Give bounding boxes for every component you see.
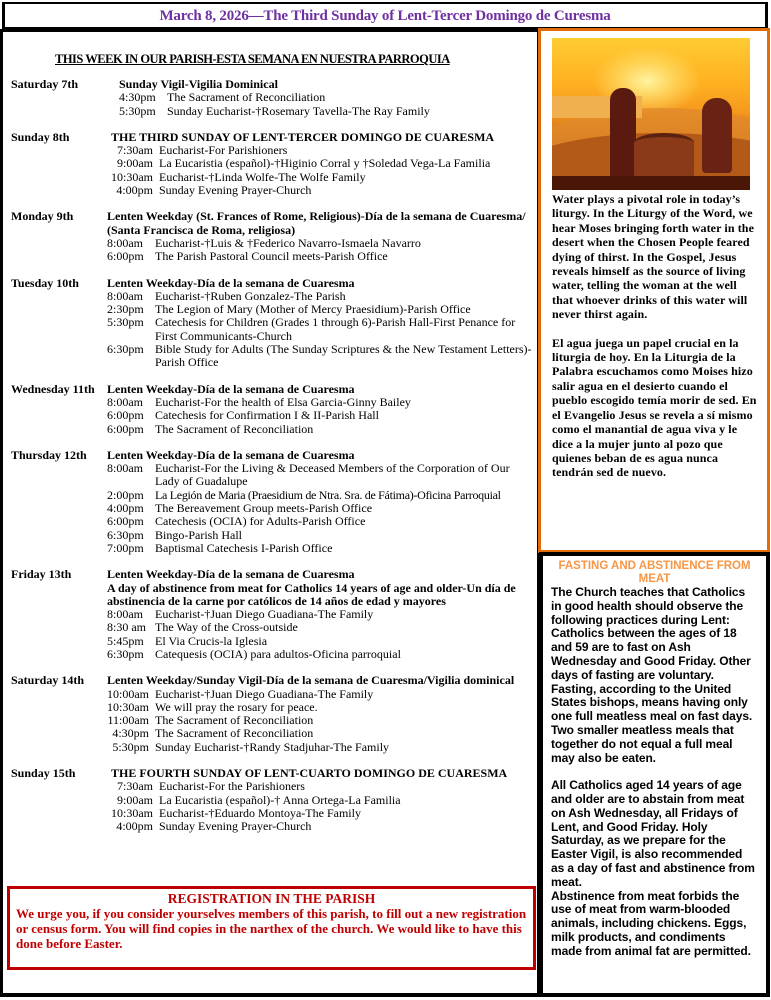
event-row (111, 144, 536, 157)
event-desc: Eucharist-For the Living & Deceased Members of the Corporation of Our Lady of Guadalupe (155, 461, 510, 489)
registration-notice (7, 886, 536, 970)
event-row (99, 741, 536, 754)
event-time: 9:00am (117, 156, 153, 171)
event-row (107, 423, 536, 436)
event-desc: Baptismal Catechesis I-Parish Office (155, 540, 333, 555)
day-entry (11, 449, 536, 555)
ground-shape (552, 176, 750, 190)
event-time: 4:30pm (119, 90, 156, 105)
event-row (107, 343, 536, 370)
event-row (99, 727, 536, 740)
event-desc: Eucharist-For Parishioners (159, 143, 288, 158)
fasting-title: FASTING AND ABSTINENCE FROM MEAT (558, 560, 751, 585)
event-desc: La Eucaristia (español)-† Anna Ortega-La Familia (159, 792, 401, 807)
day-label: Sunday 15th (11, 766, 76, 781)
event-row (119, 91, 536, 104)
day-label: Tuesday 10th (11, 275, 79, 290)
well-shape (634, 133, 694, 178)
event-desc: The Way of the Cross-outside (155, 620, 298, 635)
day-title: THE FOURTH SUNDAY OF LENT-CUARTO DOMINGO DE CUARESMA (111, 766, 508, 781)
event-time: 6:00pm (107, 408, 144, 423)
fasting-abstinence-panel (539, 552, 770, 997)
event-desc: Catequesis (OCIA) para adultos-Oficina parroquial (155, 646, 401, 661)
event-time: 8:30 am (107, 620, 146, 635)
schedule-heading: THIS WEEK IN OUR PARISH-ESTA SEMANA EN NUESTRA PARROQUIA (55, 52, 450, 66)
event-desc: The Bereavement Group meets-Parish Office (155, 501, 373, 516)
registration-body: We urge you, if you consider yourselves members of this parish, to fill out a new registration or census form. You will find copies in the narthex of the church. We would like to have this done before Easter. (16, 906, 527, 951)
event-desc: Eucharist-For the health of Elsa Garcia-Ginny Bailey (155, 394, 411, 409)
day-entry (11, 131, 536, 197)
event-time: 7:30am (117, 143, 153, 158)
day-label: Monday 9th (11, 209, 74, 224)
event-row (107, 462, 536, 489)
event-time: 6:00pm (107, 514, 144, 529)
event-time: 8:00am (107, 235, 143, 250)
event-row (107, 396, 536, 409)
reflection-spanish: El agua juega un papel crucial en la liturgia de hoy. En la Liturgia de la Palabra escuchamos como Moises hizo salir agua en el desierto cuando el pueblo escogido temía morir de sed. En el Evangelio Jesus se revela a sí mismo como el manantial de agua viva y le dice a la mujer junto al pozo que quienes beban de es agua nunca tendrán sed de nuevo. (552, 335, 757, 480)
day-title: Sunday Vigil-Vigilia Dominical (119, 77, 278, 91)
event-time: 8:00am (107, 607, 143, 622)
day-label: Thursday 12th (11, 447, 87, 462)
event-row (99, 701, 536, 714)
event-desc: Eucharist-†Ruben Gonzalez-The Parish (155, 288, 346, 303)
day-title: Lenten Weekday-Día de la semana de Cuaresma (107, 567, 355, 582)
event-row (111, 171, 536, 184)
bulletin-title: March 8, 2026—The Third Sunday of Lent-Tercer Domingo de Curesma (159, 8, 611, 24)
event-time: 6:30pm (107, 342, 144, 357)
event-row (107, 621, 536, 634)
event-desc: Eucharist-For the Parishioners (159, 779, 305, 794)
day-entry (11, 210, 536, 263)
event-desc: The Sacrament of Reconciliation (155, 726, 314, 741)
event-time: 2:00pm (107, 487, 144, 502)
event-time: 10:30am (111, 805, 153, 820)
schedule-list (11, 78, 536, 847)
reflection-text (552, 192, 757, 480)
woman-at-well-illustration (552, 38, 750, 190)
day-entry (11, 568, 536, 661)
event-row (99, 688, 536, 701)
event-desc: The Legion of Mary (Mother of Mercy Praesidium)-Parish Office (155, 302, 471, 317)
event-time: 6:30pm (107, 646, 144, 661)
event-time: 6:00pm (107, 421, 144, 436)
day-label: Friday 13th (11, 567, 72, 582)
event-desc: The Sacrament of Reconciliation (167, 90, 326, 105)
event-row (99, 714, 536, 727)
event-desc: Bingo-Parish Hall (155, 527, 242, 542)
event-desc: Sunday Eucharist-†Randy Stadjuhar-The Family (155, 739, 390, 754)
event-desc: Eucharist-†Linda Wolfe-The Wolfe Family (159, 169, 366, 184)
event-row (107, 502, 536, 515)
event-desc: Sunday Evening Prayer-Church (159, 183, 312, 198)
day-entry (11, 674, 536, 754)
event-desc: Eucharist-†Juan Diego Guadiana-The Family (155, 607, 374, 622)
event-desc: The Parish Pastoral Council meets-Parish Office (155, 249, 388, 264)
event-desc: Catechesis for Children (Grades 1 through 6)-Parish Hall-First Penance for First Communicants-Church (155, 315, 516, 343)
event-desc: Eucharist-†Eduardo Montoya-The Family (159, 805, 361, 820)
event-time: 5:30pm (112, 739, 149, 754)
registration-title: REGISTRATION IN THE PARISH (167, 891, 376, 906)
event-time: 10:30am (111, 169, 153, 184)
fasting-paragraph: All Catholics aged 14 years of age and older are to abstain from meat on Ash Wednesday, all Fridays of Lent, and Good Friday. Holy Saturday, as we prepare for the Easter Vigil, is also recommended as a day of fast and abstinence from meat. (551, 778, 755, 889)
reflection-english: Water plays a pivotal role in today’s liturgy. In the Liturgy of the Word, we hear Moses bringing forth water in the desert when the Chosen People feared dying of thirst. In the Gospel, Jesus reveals himself as the source of living water, telling the woman at the well that whoever drinks of this water will never thirst again. (552, 192, 755, 322)
day-title: Lenten Weekday-Día de la semana de Cuaresma (107, 381, 355, 396)
day-label: Wednesday 11th (11, 381, 95, 396)
event-time: 6:30pm (107, 527, 144, 542)
event-row (107, 635, 536, 648)
day-title: Lenten Weekday-Día de la semana de Cuaresma (107, 447, 355, 462)
day-entry (11, 767, 536, 833)
event-row (107, 542, 536, 555)
event-desc: Catechesis for Confirmation I & II-Parish Hall (155, 408, 379, 423)
day-title: Lenten Weekday (St. Frances of Rome, Religious)-Día de la semana de Cuaresma/ (Santa Francisca de Roma, religiosa) (107, 209, 526, 237)
day-entry (11, 277, 536, 370)
event-time: 5:30pm (119, 103, 156, 118)
day-label: Sunday 8th (11, 129, 70, 144)
event-time: 8:00am (107, 394, 143, 409)
day-title: Lenten Weekday-Día de la semana de Cuaresma (107, 275, 355, 290)
bulletin-header (2, 2, 768, 30)
event-row (107, 489, 536, 502)
day-label: Saturday 7th (11, 77, 79, 91)
event-row (107, 303, 536, 316)
event-row (107, 237, 536, 250)
event-row (111, 780, 536, 793)
event-desc: Eucharist-†Luis & †Federico Navarro-Ismaela Navarro (155, 235, 421, 250)
event-desc: The Sacrament of Reconciliation (155, 713, 314, 728)
event-time: 11:00am (107, 713, 149, 728)
event-desc: Sunday Eucharist-†Rosemary Tavella-The Ray Family (167, 103, 430, 118)
event-row (107, 409, 536, 422)
day-entry (11, 383, 536, 436)
event-row (111, 157, 536, 170)
day-label: Saturday 14th (11, 673, 85, 688)
event-time: 5:30pm (107, 315, 144, 330)
fasting-body (551, 586, 758, 959)
event-time: 8:00am (107, 288, 143, 303)
woman-figure (610, 88, 636, 180)
day-title: THE THIRD SUNDAY OF LENT-TERCER DOMINGO DE CUARESMA (111, 129, 495, 144)
event-row (107, 608, 536, 621)
abstinence-note: A day of abstinence from meat for Catholics 14 years of age and older-Un día de abstinencia de la carne por católicos de 14 años de edad y mayores (107, 580, 516, 608)
event-time: 5:45pm (107, 633, 144, 648)
event-desc: We will pray the rosary for peace. (155, 699, 318, 714)
event-time: 4:00pm (116, 819, 153, 834)
event-row (107, 648, 536, 661)
event-row (111, 794, 536, 807)
event-desc: La Legión de Maria (Praesidium de Ntra. Sra. de Fátima)-Oficina Parroquial (155, 487, 501, 502)
event-time: 7:00pm (107, 540, 144, 555)
event-time: 4:30pm (112, 726, 149, 741)
event-desc: Eucharist-†Juan Diego Guadiana-The Family (155, 686, 374, 701)
event-time: 4:00pm (107, 501, 144, 516)
day-entry (11, 78, 536, 118)
event-desc: Catechesis (OCIA) for Adults-Parish Office (155, 514, 366, 529)
event-time: 10:30am (107, 699, 149, 714)
event-row (111, 807, 536, 820)
event-time: 6:00pm (107, 249, 144, 264)
event-row (111, 184, 536, 197)
event-time: 8:00am (107, 461, 143, 476)
jesus-figure (702, 98, 732, 173)
event-desc: The Sacrament of Reconciliation (155, 421, 314, 436)
event-row (107, 529, 536, 542)
fasting-paragraph: Abstinence from meat forbids the use of meat from warm-blooded animals, including chickens. Eggs, milk products, and condiments made from animal fat are permitted. (551, 888, 751, 958)
event-time: 4:00pm (116, 183, 153, 198)
event-row (107, 515, 536, 528)
event-row (107, 316, 536, 343)
fasting-paragraph: The Church teaches that Catholics in good health should observe the following practices during Lent: Catholics between the ages of 18 and 59 are to fast on Ash Wednesday and Good Friday. Other days of fasting are voluntary. Fasting, according to the United States bishops, means having only one full meatless meal on fast days. Two smaller meatless meals that together do not equal a full meal may also be eaten. (551, 585, 753, 765)
event-desc: Bible Study for Adults (The Sunday Scriptures & the New Testament Letters)-Parish Office (155, 342, 532, 370)
gospel-reflection-panel (538, 28, 770, 553)
event-row (107, 290, 536, 303)
event-time: 9:00am (117, 792, 153, 807)
event-row (111, 820, 536, 833)
event-desc: Sunday Evening Prayer-Church (159, 819, 312, 834)
event-time: 10:00am (107, 686, 149, 701)
event-row (119, 105, 536, 118)
weekly-schedule-panel (0, 29, 541, 997)
event-desc: El Via Crucis-la Iglesia (155, 633, 268, 648)
day-title: Lenten Weekday/Sunday Vigil-Día de la semana de Cuaresma/Vigilia dominical (107, 673, 515, 688)
event-desc: La Eucaristia (español)-†Higinio Corral y †Soledad Vega-La Familia (159, 156, 491, 171)
event-time: 2:30pm (107, 302, 144, 317)
event-row (107, 250, 536, 263)
event-time: 7:30am (117, 779, 153, 794)
